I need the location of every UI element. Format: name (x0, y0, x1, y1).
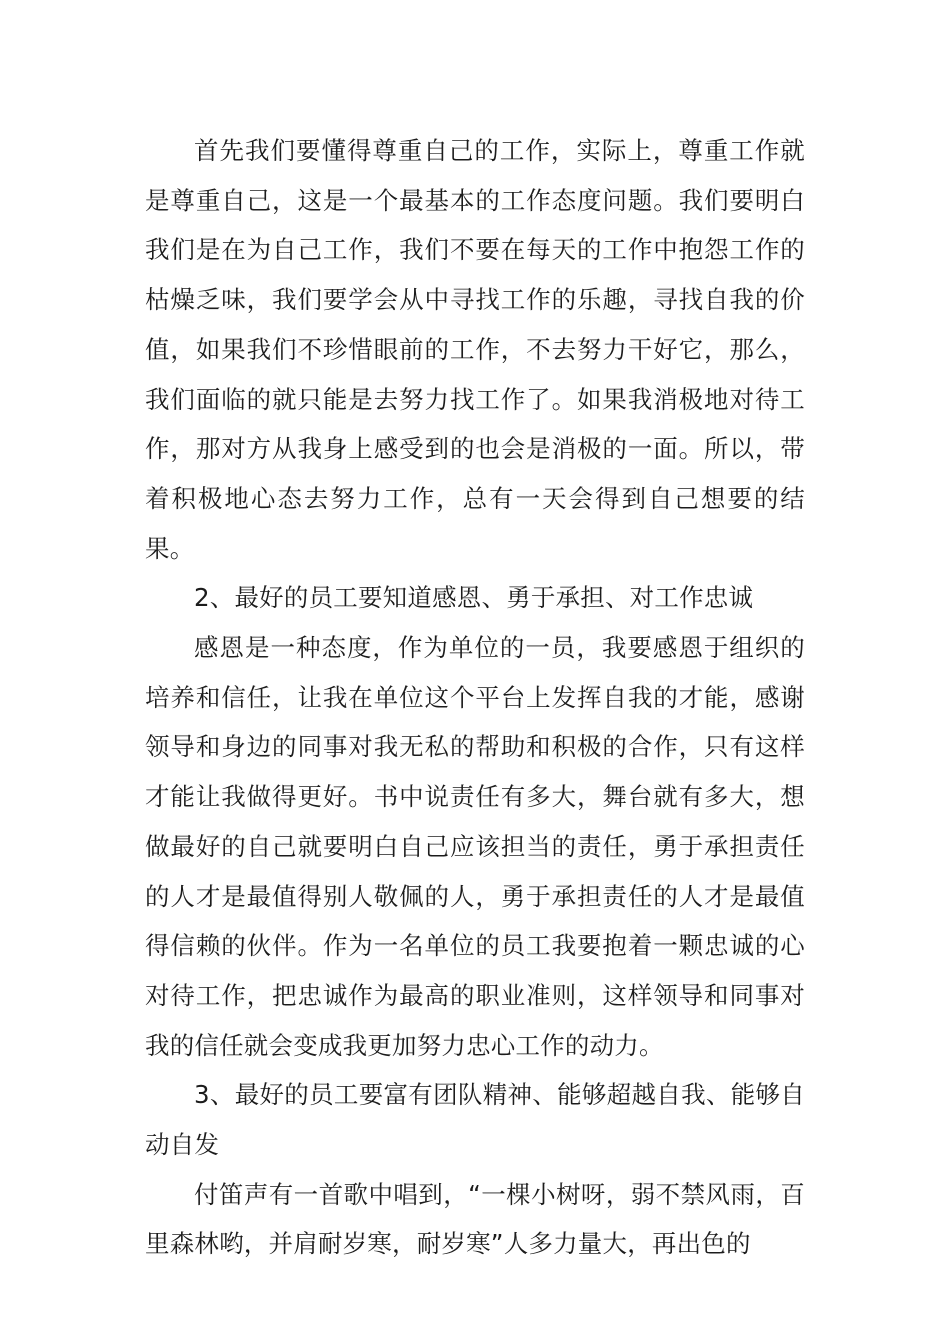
paragraph-respect-work: 首先我们要懂得尊重自己的工作，实际上，尊重工作就是尊重自己，这是一个最基本的工作态度问题。我们要明白我们是在为自己工作，我们不要在每天的工作中抱怨工作的枯燥乏味，我们要学会从中寻找工作的乐趣，寻找自我的价值，如果我们不珍惜眼前的工作，不去努力干好它，那么，我们面临的就只能是去努力找工作了。如果我消极地对待工作，那对方从我身上感受到的也会是消极的一面。所以，带着积极地心态去努力工作，总有一天会得到自己想要的结果。 (145, 136, 805, 563)
paragraph-team-song: 付笛声有一首歌中唱到，“一棵小树呀，弱不禁风雨，百里森林哟，并肩耐岁寒，耐岁寒”人多力量大，再出色的 (145, 1179, 805, 1259)
document-body (145, 126, 805, 1269)
paragraph-gratitude: 感恩是一种态度，作为单位的一员，我要感恩于组织的培养和信任，让我在单位这个平台上发挥自我的才能，感谢领导和身边的同事对我无私的帮助和积极的合作，只有这样才能让我做得更好。书中说责任有多大，舞台就有多大，想做最好的自己就要明白自己应该担当的责任，勇于承担责任的人才是最值得别人敬佩的人，勇于承担责任的人才是最值得信赖的伙伴。作为一名单位的员工我要抱着一颗忠诚的心对待工作，把忠诚作为最高的职业准则，这样领导和同事对我的信任就会变成我更加努力忠心工作的动力。 (145, 633, 805, 1060)
heading-team-spirit: 3、最好的员工要富有团队精神、能够超越自我、能够自动自发 (145, 1080, 805, 1160)
heading-gratitude-loyalty: 2、最好的员工要知道感恩、勇于承担、对工作忠诚 (194, 583, 754, 613)
